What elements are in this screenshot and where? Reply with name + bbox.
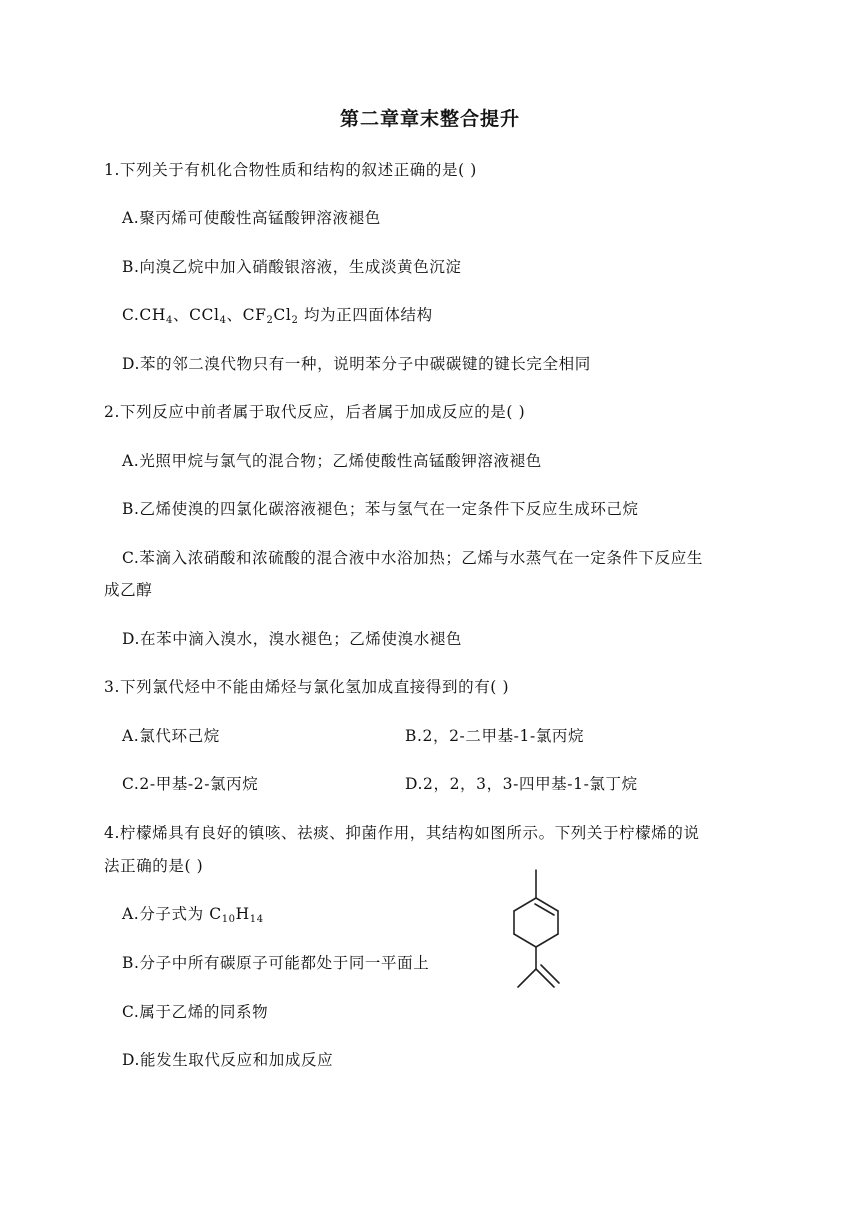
ring-double-bond-inner — [535, 904, 554, 915]
question-4-option-c: C.属于乙烯的同系物 — [122, 1003, 269, 1021]
question-4-stem-continued: 法正确的是( ) — [104, 857, 204, 875]
question-1-stem: 1.下列关于有机化合物性质和结构的叙述正确的是( ) — [104, 161, 477, 179]
question-1-option-b: B.向溴乙烷中加入硝酸银溶液，生成淡黄色沉淀 — [122, 258, 462, 276]
question-2-option-c: C.苯滴入浓硝酸和浓硫酸的混合液中水浴加热；乙烯与水蒸气在一定条件下反应生 — [122, 549, 703, 567]
question-2-option-b: B.乙烯使溴的四氯化碳溶液褪色；苯与氢气在一定条件下反应生成环己烷 — [122, 500, 639, 518]
substituent-double-bond-inner — [541, 965, 559, 983]
question-4-stem: 4.柠檬烯具有良好的镇咳、祛痰、抑菌作用，其结构如图所示。下列关于柠檬烯的说 — [104, 824, 700, 842]
question-2-option-d: D.在苯中滴入溴水，溴水褪色；乙烯使溴水褪色 — [122, 630, 463, 648]
question-2-option-a: A.光照甲烷与氯气的混合物；乙烯使酸性高锰酸钾溶液褪色 — [122, 452, 542, 470]
question-3-option-a: A.氯代环己烷 — [122, 727, 220, 745]
question-4-option-b: B.分子中所有碳原子可能都处于同一平面上 — [122, 954, 430, 972]
ring-bond-4 — [514, 934, 536, 947]
page-title: 第二章章末整合提升 — [339, 108, 520, 130]
substituent-double-bond-outer — [536, 969, 554, 987]
question-2-stem: 2.下列反应中前者属于取代反应，后者属于加成反应的是( ) — [104, 403, 526, 421]
limonene-structure-diagram — [490, 865, 580, 995]
question-4-option-a: A.分子式为 $C_{10}H_{14}$ — [122, 905, 264, 925]
question-2-option-c-continued: 成乙醇 — [104, 581, 153, 599]
question-1-option-d: D.苯的邻二溴代物只有一种，说明苯分子中碳碳键的键长完全相同 — [122, 355, 591, 373]
ring-bond-3 — [536, 934, 558, 947]
ring-bond-1 — [536, 898, 558, 911]
question-1-option-c: $C.CH_4$、CCl$_4$、$CF_2Cl_2$ 均为正四面体结构 — [122, 306, 433, 326]
substituent-methyl-bond — [518, 969, 536, 987]
question-3-option-b: B.2，2-二甲基-1-氯丙烷 — [405, 727, 585, 745]
question-1-option-a: A.聚丙烯可使酸性高锰酸钾溶液褪色 — [122, 209, 381, 227]
question-3-stem: 3.下列氯代烃中不能由烯烃与氯化氢加成直接得到的有( ) — [104, 678, 510, 696]
question-3-option-d: D.2，2，3，3-四甲基-1-氯丁烷 — [405, 775, 638, 793]
question-3-option-c: C.2-甲基-2-氯丙烷 — [122, 775, 259, 793]
ring-bond-6 — [514, 898, 536, 911]
question-4-option-d: D.能发生取代反应和加成反应 — [122, 1051, 334, 1069]
